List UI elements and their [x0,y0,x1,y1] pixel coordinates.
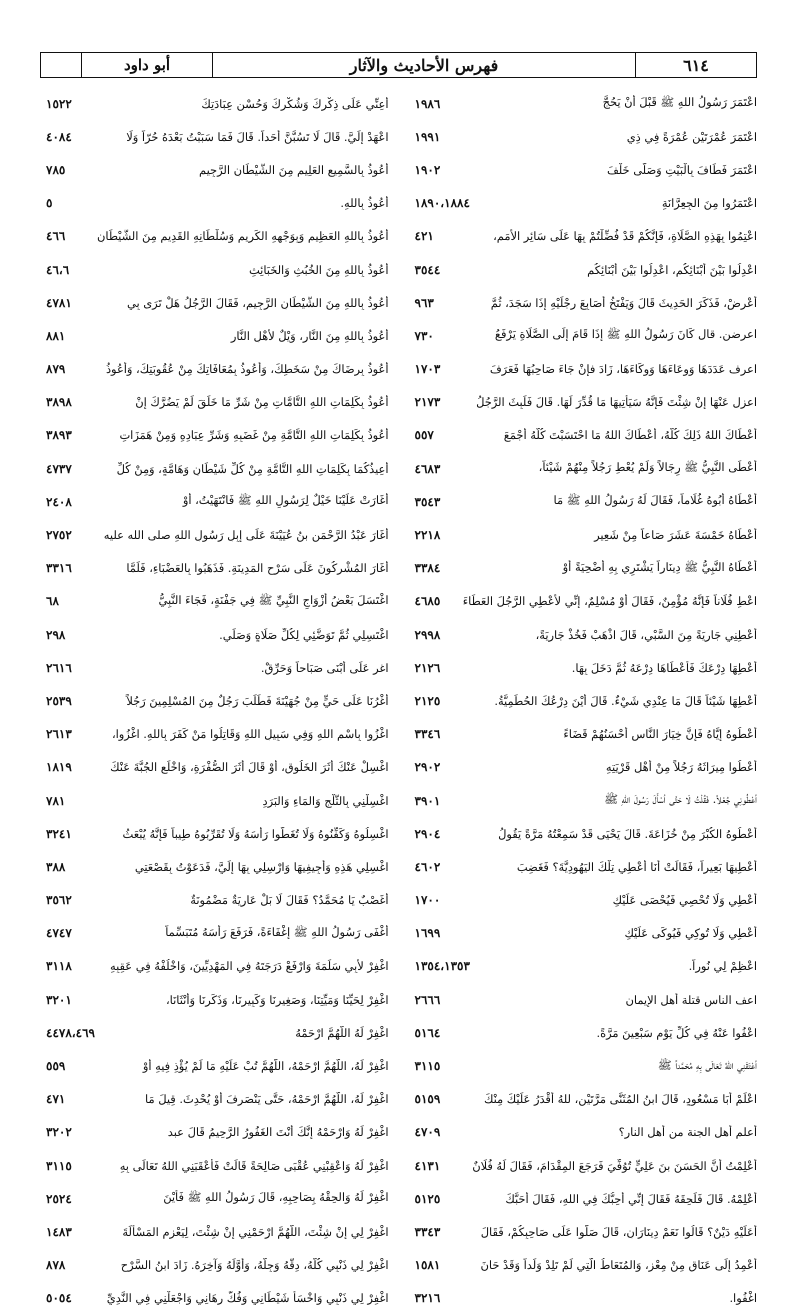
hadith-incipit: أعْطِهَا دِرْعَكَ فَأَعْطَاهَا دِرْعَهُ ثُمَّ دَخَلَ بِهَا. [571,660,757,675]
hadith-number: ٤٤٧٨،٤٦٩ [46,1025,95,1040]
hadith-incipit: اغْسِلْ عَنْكَ أثَرَ الخَلُوقِ، أوْ قَالَ أثَرَ الصُّفْرَةِ، وَاخْلَعِ الجُبَّةَ عَنْكَ [110,760,389,775]
hadith-incipit: أغَارَتْ عَلَيْنَا خَيْلٌ لِرَسُولِ اللهِ ﷺ فَانْتَهَيْتُ، أوْ [182,493,389,508]
hadith-incipit: أعُوذُ بِاللهِ مِنَ النَّارِ، وَيْلٌ لأهْلِ النَّارِ [230,328,389,343]
hadith-incipit: أغْفَى رَسُولُ اللهِ ﷺ إغْفَاءَةً، فَرَفَعَ رَأْسَهُ مُتَبَسِّماً [165,924,389,939]
hadith-number: ٥ [46,196,53,211]
hadith-incipit: اغْفِرْ لَهُ وَالحِقْهُ بِصَاحِبِهِ، قَالَ رَسُولُ اللهِ ﷺ فَأيْنَ [163,1190,389,1205]
hadith-incipit: اغْفِرْ لِي ذَنْبِي كُلَّهُ، دِقَّهُ وَجِلَّهُ، وَأوَّلَهُ وَآخِرَهُ. زَادَ ابنُ السَّرْحِ [120,1258,389,1273]
index-entry [409,286,758,319]
hadith-number: ٢٦٦٦ [414,992,441,1007]
index-entry [409,1182,758,1215]
hadith-number: ٣٩٠١ [414,793,441,808]
hadith-number: ٢٩٠٢ [414,760,441,775]
hadith-number: ٤٢١ [414,229,434,244]
index-entry [40,452,389,485]
hadith-number: ١٩٩١ [414,129,441,144]
hadith-number: ٣٨٩٣ [46,428,72,443]
hadith-incipit: اعْظِمْ لِي نُوراً. [688,959,757,974]
hadith-number: ٤٧٨١ [46,295,72,310]
hadith-incipit: اغْتَسِلِي ثُمَّ تَوَضَّئِي لِكُلِّ صَلَاةٍ وَصَلِّي. [219,627,389,642]
index-title: فهرس الأحاديث والآثار [212,53,635,77]
hadith-incipit: أُعِيذُكُمَا بِكَلِمَاتِ اللهِ التَّامَّةِ مِنْ كُلِّ شَيْطَانٍ وَهَامَّةٍ، وَمِنْ كُلِّ [116,461,389,476]
hadith-incipit: أغَصْبٌ يَا مُحَمَّدُ؟ فَقَالَ لَا بَلْ عَارِيَةٌ مَضْمُونَةٌ [190,893,389,908]
index-entry [40,784,389,817]
index-entry [409,983,758,1016]
hadith-number: ٢١٧٣ [414,395,441,410]
hadith-number: ٣٥٤٣ [414,494,441,509]
index-entry [409,1016,758,1049]
hadith-incipit: اغْفِرْ لَهُ اللَّهُمَّ ارْحَمْهُ [295,1025,389,1040]
index-entry [409,1282,758,1315]
index-entry [40,1116,389,1149]
index-entry [409,153,758,186]
index-entry [409,884,758,917]
index-entry [40,187,389,220]
index-entry [409,651,758,684]
index-entry [40,1083,389,1116]
hadith-number: ٧٨٥ [46,162,66,177]
hadith-incipit: أعْطَاكَ اللهُ ذَلِكَ كُلَّهُ، أعْطَاكَ اللهُ مَا احْتَسَبْتَ كُلَّهُ أجْمَعَ [503,428,757,443]
hadith-incipit: أعْطُوهُ الكُبْرَ مِنْ خُزَاعَةَ. قَالَ يَحْيَى قَدْ سَمِعْتُهُ مَرَّةً يَقُولُ [498,826,757,841]
index-entry [409,950,758,983]
hadith-number: ٣٣٤٦ [414,727,441,742]
index-entry [409,585,758,618]
hadith-incipit: أعْطِي وَلَا تُحْصِي فَيُحْصَى عَلَيْكِ [612,893,757,908]
hadith-number: ٣٢٠٢ [46,1125,72,1140]
index-entry [40,419,389,452]
index-entry [409,718,758,751]
hadith-number: ٥١٢٥ [414,1191,441,1206]
hadith-number: ٤٦٦ [46,229,66,244]
index-entry [40,353,389,386]
hadith-incipit: اغْفِرْ لأبِي سَلَمَةَ وَارْفَعْ دَرَجَتَهُ فِي المَهْدِيِّينَ، وَاخْلُفْهُ فِي عَقِبِهِ [110,959,389,974]
page-number: ٦١٤ [635,53,756,77]
hadith-incipit: أعْطِيهَا بَعِيراً، فَقَالَتْ أنَا أُعْطِي تِلْكَ اليَهُودِيَّةَ؟ فَغَضِبَ [516,859,757,874]
hadith-incipit: أعْطَاهُ النَّبِيُّ ﷺ دِينَاراً يَشْتَرِي بِهِ أُضْحِيَةً أوْ [562,559,757,574]
index-entry [409,850,758,883]
hadith-number: ١٩٨٦ [414,96,441,111]
index-entry [409,419,758,452]
hadith-number: ٣٥٦٢ [46,893,72,908]
index-entry [409,552,758,585]
hadith-incipit: اعْتَمَرَ عُمْرَتَيْنِ عُمْرَةً فِي ذِي [626,129,757,144]
hadith-incipit: أعْطِنِي جَارِيَةً مِنَ السَّبْيِ، قَالَ اذْهَبْ فَخُذْ جَارِيَةً، [535,627,757,642]
hadith-incipit: أعُوذُ بِكَلِمَاتِ اللهِ التَّامَّاتِ مِنْ شَرِّ مَا خَلَقَ لَمْ يَضُرَّكَ إنْ [135,395,389,410]
hadith-number: ١٩٠٢ [414,162,441,177]
index-columns [40,87,757,1315]
hadith-number: ٣٢٠١ [46,992,72,1007]
hadith-incipit: اغْفِرْ لِحَيِّنَا وَمَيِّتِنَا، وَصَغِيرِنَا وَكَبِيرِنَا، وَذَكَرِنَا وَأُنْثَانَا، [165,992,389,1007]
hadith-incipit: أعْطِهَا شَيْئاً قَالَ مَا عِنْدِي شَيْءٌ. قَالَ أيْنَ دِرْعُكَ الحُطَمِيَّةُ. [494,693,757,708]
hadith-number: ٤٦٠٢ [414,859,441,874]
hadith-number: ٣٢٤١ [46,826,72,841]
book-name: أبو داود [81,53,212,77]
hadith-incipit: أعْطَى النَّبِيُّ ﷺ رِجَالاً وَلَمْ يُعْطِ رَجُلاً مِنْهُمْ شَيْئاً، [538,460,757,475]
hadith-incipit: اغْفِرْ لِي ذَنْبِي وَاخْسَأْ شَيْطَانِي وَفُكَّ رِهَانِي وَاجْعَلْنِي فِي النَّدِيِّ [106,1291,389,1306]
hadith-incipit: أعَلَيْهِ دَيْنٌ؟ قَالُوا نَعَمْ دِينَارَانِ، قَالَ صَلُّوا عَلَى صَاحِبِكُمْ، فَقَالَ [480,1224,757,1239]
hadith-number: ٣٨٨ [46,859,66,874]
index-entry [40,552,389,585]
hadith-number: ٣٥٤٤ [414,262,441,277]
hadith-incipit: اعْطِ فُلَاناً فَإنَّهُ مُؤْمِنٌ، فَقَالَ أوْ مُسْلِمٌ، إنِّي لأُعْطِي الرَّجُلَ العَطَاءَ [462,594,757,609]
hadith-incipit: اعْتِمُوا بِهَذِهِ الصَّلَاةِ، فَإِنَّكُمْ قَدْ فُضِّلْتُمْ بِهَا عَلَى سَائِرِ الأُمَمِ، [493,229,757,244]
index-entry [40,1215,389,1248]
hadith-incipit: اعْتَمَرَ رَسُولُ اللهِ ﷺ قَبْلَ أنْ يَحُجَّ [602,95,757,110]
hadith-incipit: اعف الناس قتلة أهل الإيمان [625,992,757,1007]
hadith-incipit: اعرف عَدَدَهَا وَوِعَاءَهَا وَوِكَاءَهَا، زَادَ فإنْ جَاءَ صَاحِبُهَا فَعَرَفَ [489,362,757,377]
hadith-number: ٢٦١٦ [46,660,72,675]
hadith-incipit: اغْسِلُوهُ وَكَفِّنُوهُ وَلَا تُغَطُّوا رَأْسَهُ وَلَا تُقَرِّبُوهُ طِيباً فَإنَّهُ يُبْعَثُ [122,826,389,841]
index-entry [40,917,389,950]
hadith-incipit: اغْفِرْ لَهُ وَاعْقِبْنِي عُقْبَى صَالِحَةً قَالَتْ فَأعْقَبَنِي اللهُ تَعَالَى بِهِ [119,1158,389,1173]
hadith-number: ٧٣٠ [414,328,434,343]
hadith-incipit: اغْفِرْ لَهُ، اللَّهُمَّ ارْحَمْهُ، حَتَّى يَنْصَرِفَ أوْ يُحْدِثَ. قِيلَ مَا [145,1092,389,1107]
index-entry [409,618,758,651]
hadith-number: ٢٩٩٨ [414,627,441,642]
hadith-incipit: أعْلِمْهُ. قَالَ فَلَحِقَهُ فَقَالَ إنِّي أُحِبُّكَ فِي اللهِ، فَقَالَ أحَبَّكَ [505,1191,757,1206]
hadith-number: ٣١١٥ [414,1059,441,1074]
hadith-incipit: اغْتَسَلَ بَعْضُ أزْوَاجِ النَّبِيِّ ﷺ فِي جَفْنَةٍ، فَجَاءَ النَّبِيُّ [158,592,389,607]
hadith-number: ٥٠٥٤ [46,1291,72,1306]
hadith-incipit: اعْدِلُوا بَيْنَ أَبْنَائِكُم، اعْدِلُوا بَيْنَ أَبْنَائِكُم [587,262,757,277]
index-entry [40,817,389,850]
header-blank-cell [41,53,81,77]
index-entry [40,319,389,352]
index-entry [409,485,758,518]
hadith-incipit: اغْفِرْ لَهُ، اللَّهُمَّ ارْحَمْهُ، اللَّهُمَّ تُبْ عَلَيْهِ مَا لَمْ يُؤْذِ فِيهِ أوْ [142,1059,389,1074]
hadith-number: ٢٥٢٤ [46,1191,72,1206]
hadith-incipit: اغْفِرْ لَهُ وَارْحَمْهُ إنَّكَ أنْتَ الغَفُورُ الرَّحِيمُ قَالَ عبد [167,1125,389,1140]
hadith-number: ٤٠٨٤ [46,129,72,144]
index-entry [409,1249,758,1282]
hadith-number: ٥٥٩ [46,1059,66,1074]
index-entry [40,950,389,983]
index-entry [40,386,389,419]
hadith-number: ٣٣٤٣ [414,1224,441,1239]
hadith-number: ١٦٩٩ [414,926,441,941]
index-entry [409,817,758,850]
hadith-incipit: اغْسِلْنِي بِالثَّلْجِ وَالمَاءِ وَالبَرَدِ [262,793,389,808]
index-entry [409,1215,758,1248]
index-entry [409,353,758,386]
index-entry [40,253,389,286]
hadith-incipit: أعِنِّي عَلَى ذِكْرِكَ وَشُكْرِكَ وَحُسْنِ عِبَادَتِكَ [201,96,389,111]
index-entry [409,386,758,419]
right-column [399,87,758,1315]
index-entry [409,1149,758,1182]
hadith-incipit: اعْفُوا عَنْهُ فِي كُلِّ يَوْمٍ سَبْعِينَ مَرَّةً. [596,1025,757,1040]
hadith-number: ٤٧٠٩ [414,1125,441,1140]
index-entry [40,1016,389,1049]
hadith-incipit: أعْطَاهُ أَبُوهُ غُلَاماً، فَقَالَ لَهُ رَسُولُ اللهِ ﷺ مَا [553,493,757,508]
index-entry [40,884,389,917]
index-entry [40,120,389,153]
hadith-incipit: أعْطُوا مِيرَاثَهُ رَجُلاً مِنْ أهْلِ قَرْيَتِهِ [605,760,757,775]
hadith-number: ١٥٨١ [414,1258,441,1273]
hadith-number: ٩٦٣ [414,295,434,310]
hadith-incipit: أعلم أهل الجنة من أهل النار؟ [618,1125,757,1140]
hadith-incipit: أغَارَ عَبْدُ الرَّحْمَنِ بنُ عُيَيْنَةَ عَلَى إبِلِ رَسُولِ اللهِ صلى الله عليه [103,528,389,543]
index-entry [40,1282,389,1315]
hadith-number: ٤٦٨٥ [414,594,441,609]
index-entry [40,983,389,1016]
hadith-incipit: أعْطُوهُ إيَّاهُ فَإنَّ خِيَارَ النَّاسِ أحْسَنُهُمْ قَضَاءً [563,727,757,742]
hadith-number: ٨٨١ [46,328,66,343]
index-entry [40,684,389,717]
hadith-number: ٤٦٨٣ [414,461,441,476]
hadith-number: ٤٦،٦ [46,262,70,277]
hadith-incipit: أعُوذُ بِرِضَاكَ مِنْ سَخَطِكَ، وَأعُوذُ بِمُعَافَاتِكَ مِنْ عُقُوبَتِكَ، وَأعُوذُ [105,362,389,377]
index-entry [409,452,758,485]
hadith-number: ٢١٢٦ [414,660,441,675]
index-entry [40,518,389,551]
hadith-number: ١٧٠٠ [414,893,441,908]
hadith-incipit: اعْتَمَرُوا مِنَ الجِعِرَّانَةِ [661,196,757,211]
hadith-incipit: اعْتَمَرَ فَطَافَ بِالْبَيْتِ وَصَلَّى خَلْفَ [606,162,757,177]
hadith-number: ٨٧٩ [46,362,66,377]
hadith-incipit: أعُوذُ بِاللهِ مِنَ الشَّيْطَانِ الرَّجِيمِ، فَقَالَ الرَّجُلُ هَلْ تَرَى بِي [126,295,389,310]
index-entry [409,187,758,220]
index-entry [409,1083,758,1116]
hadith-number: ٣١١٥ [46,1158,72,1173]
index-entry [409,319,758,352]
hadith-number: ٦٨ [46,594,59,609]
hadith-number: ٤٧٤٧ [46,926,72,941]
index-entry [409,253,758,286]
hadith-incipit: أعْمِدُ إلَى عَنَاقٍ مِنْ مِعْزٍ، وَالمُتَعَاطُ الَّتِي لَمْ تَلِدْ وَلَداً وَقَدْ حَانَ [480,1258,757,1273]
hadith-incipit: اعْهَدْ إلَيَّ. قَالَ لَا تَسُبَّنَّ أحَداً. قَالَ فَمَا سَبَبْتُ بَعْدَهُ حُرّاً وَلَا [126,129,389,144]
index-entry [409,87,758,120]
left-column [40,87,399,1315]
hadith-number: ١٨٩٠،١٨٨٤ [414,196,470,211]
hadith-incipit: أغْرُنَا عَلَى حَيٍّ مِنْ جُهَيْنَةَ فَطَلَبَ رَجُلٌ مِنَ المُسْلِمِينَ رَجُلاً [126,693,389,708]
index-entry [40,1182,389,1215]
hadith-incipit: أعْتَقَنِي اللهُ تَعَالَى بِهِ مُحَمَّداً ﷺ [657,1057,757,1072]
hadith-incipit: اغْسِلِي هَذِهِ وَأجِيفِيهَا وَارْسِلِي بِهَا إلَيَّ، فَدَعَوْتُ بِقَصْعَتِي [134,859,389,874]
hadith-number: ٣٢١٦ [414,1291,441,1306]
hadith-number: ١٥٢٢ [46,96,72,111]
index-entry [409,1116,758,1149]
index-entry [40,87,389,120]
hadith-incipit: أعُوذُ بِاللهِ. [340,196,389,211]
hadith-number: ٢٤٠٨ [46,494,72,509]
hadith-number: ٢١٢٥ [414,693,441,708]
index-entry [409,917,758,950]
index-entry [40,1049,389,1082]
hadith-number: ٥٥٧ [414,428,434,443]
hadith-incipit: اعزل عَنْهَا إنْ شِئْتَ فَإنَّهُ سَيَأْتِيهَا مَا قُدِّرَ لَهَا. قَالَ فَلَبِثَ الرَّجُلُ [476,395,757,410]
hadith-incipit: أعْطُونِي جُعْلاً. فَقُلْتُ لَا حَتَّى أسْأَلَ رَسُولَ اللهِ ﷺ [604,792,757,807]
hadith-number: ٤٧١ [46,1092,66,1107]
hadith-number: ٣٣١٦ [46,561,72,576]
hadith-incipit: اعْلَمْ أبَا مَسْعُودٍ، قَالَ ابنُ المُثَنَّى مَرَّتَيْنِ، للهُ أقْدَرُ عَلَيْكَ مِنْكَ [483,1092,757,1107]
hadith-number: ٢٩٠٤ [414,826,441,841]
index-entry [409,518,758,551]
hadith-incipit: أعُوذُ بِاللهِ العَظِيمِ وَبِوَجْهِهِ الكَرِيمِ وَسُلْطَانِهِ القَدِيمِ مِنَ الشَّيْطَانِ [96,229,389,244]
index-entry [40,718,389,751]
index-entry [409,1049,758,1082]
hadith-number: ١٣٥٤،١٣٥٣ [414,959,470,974]
hadith-incipit: أعْلِمْتُ أنَّ الحَسَنَ بنَ عَلِيٍّ تُوُفِّيَ فَرَجَعَ المِقْدَامَ، فَقَالَ لَهُ فُلَانٌ [472,1158,757,1173]
hadith-incipit: اغْفِرْ لِي إنْ شِئْتَ، اللَّهُمَّ ارْحَمْنِي إنْ شِئْتَ، لِيَعْزِمِ المَسْأَلَةَ [122,1224,389,1239]
index-entry [40,220,389,253]
hadith-number: ٢٢١٨ [414,528,441,543]
hadith-number: ٣٨٩٨ [46,395,72,410]
index-entry [40,651,389,684]
hadith-number: ٢٧٥٢ [46,528,72,543]
hadith-number: ٧٨١ [46,793,66,808]
index-page [40,52,757,1315]
index-entry [40,1249,389,1282]
hadith-number: ٥١٦٤ [414,1025,441,1040]
index-entry [409,684,758,717]
index-entry [40,585,389,618]
hadith-incipit: اغْفُوا. [729,1291,757,1306]
hadith-incipit: أعُوذُ بِاللهِ مِنَ الخُبُثِ وَالخَبَائِثِ [248,262,389,277]
hadith-number: ٣١١٨ [46,959,72,974]
hadith-incipit: أعُوذُ بِالسَّمِيعِ العَلِيمِ مِنَ الشَّيْطَانِ الرَّجِيمِ [199,162,389,177]
hadith-number: ٤١٣١ [414,1158,441,1173]
index-entry [40,850,389,883]
hadith-incipit: أعْرِضْ، فَذَكَرَ الحَدِيثَ قَالَ وَيَفْتَخُ أصَابِعَ رِجْلَيْهِ إذَا سَجَدَ، ثُمَّ [490,295,757,310]
index-entry [409,751,758,784]
hadith-number: ٢٦١٣ [46,727,72,742]
hadith-incipit: أعْطَاهُ خَمْسَةَ عَشَرَ صَاعاً مِنْ شَعِيرٍ [594,528,757,543]
index-entry [40,286,389,319]
hadith-number: ٥١٥٩ [414,1092,441,1107]
index-entry [40,1149,389,1182]
hadith-incipit: أعُوذُ بِكَلِمَاتِ اللهِ التَّامَّةِ مِنْ غَضَبِهِ وَشَرِّ عِبَادِهِ وَمِنْ هَمَزَاتِ [119,428,389,443]
index-entry [409,120,758,153]
hadith-number: ٢٩٨ [46,627,66,642]
hadith-number: ٨٧٨ [46,1258,66,1273]
index-entry [40,153,389,186]
hadith-incipit: اغر عَلَى أُبْنَى صَبَاحاً وَحَرِّقْ. [260,660,389,675]
index-entry [409,220,758,253]
index-entry [40,751,389,784]
hadith-incipit: اعرضن. قال كَانَ رَسُولُ اللهِ ﷺ إذَا قَامَ إلَى الصَّلَاةِ يَرْفَعُ [494,327,757,342]
hadith-incipit: اغْزُوا بِاسْمِ اللهِ وَفِي سَبِيلِ اللهِ وَقَاتِلُوا مَنْ كَفَرَ بِاللهِ. اغْزُوا، [111,727,389,742]
index-entry [40,485,389,518]
index-entry [409,784,758,817]
page-header [40,52,757,78]
hadith-number: ١٨١٩ [46,760,72,775]
hadith-number: ٣٣٨٤ [414,561,441,576]
index-entry [40,618,389,651]
hadith-number: ١٤٨٣ [46,1224,72,1239]
hadith-number: ٤٧٣٧ [46,461,72,476]
hadith-incipit: أعْطِي وَلَا تُوكِي فَيُوكَى عَلَيْكِ [624,926,757,941]
hadith-incipit: أغَارَ المُشْرِكُونَ عَلَى سَرْحِ المَدِينَةِ. فَذَهَبُوا بِالعَضْبَاءِ، فَلَمَّا [126,561,389,576]
hadith-number: ١٧٠٣ [414,362,441,377]
hadith-number: ٢٥٣٩ [46,693,72,708]
